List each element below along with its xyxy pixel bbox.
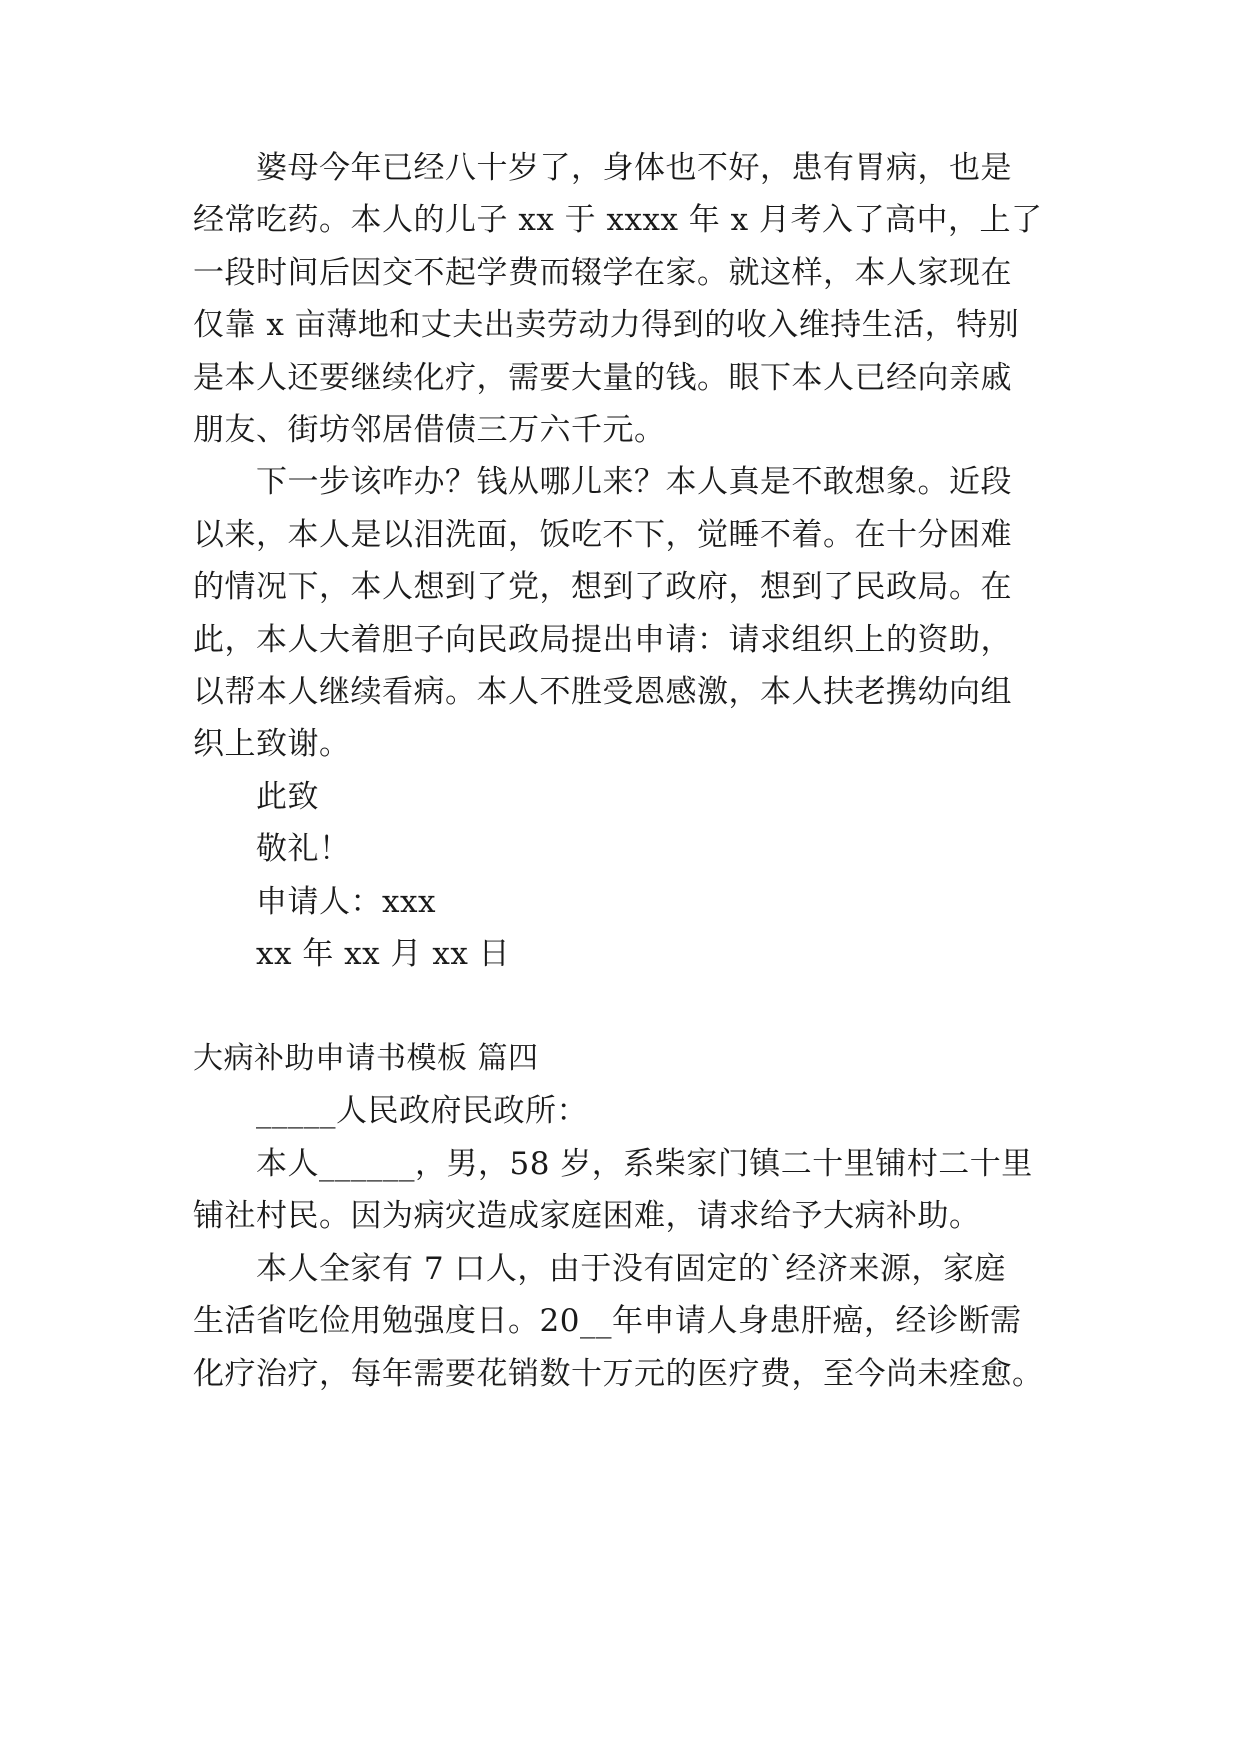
text-line: 是本人还要继续化疗，需要大量的钱。眼下本人已经向亲戚 [193, 360, 1012, 396]
text-line: 以来，本人是以泪洗面，饭吃不下，觉睡不着。在十分困难 [193, 517, 1012, 553]
text-line: 化疗治疗，每年需要花销数十万元的医疗费，至今尚未痊愈。 [193, 1356, 1044, 1392]
signature-date: xx 年 xx 月 xx 日 [256, 936, 511, 972]
applicant-signature: 申请人：xxx [256, 884, 436, 920]
text-line: 仅靠 x 亩薄地和丈夫出卖劳动力得到的收入维持生活，特别 [193, 307, 1020, 343]
text-line: 织上致谢。 [193, 726, 351, 762]
text-line: 本人全家有 7 口人，由于没有固定的`经济来源，家庭 [256, 1251, 1006, 1287]
section-title: 大病补助申请书模板 篇四 [193, 1041, 539, 1076]
text-line: 生活省吃俭用勉强度日。20__年申请人身患肝癌，经诊断需 [193, 1303, 1022, 1339]
text-line: 朋友、街坊邻居借债三万六千元。 [193, 412, 666, 448]
text-line: 经常吃药。本人的儿子 xx 于 xxxx 年 x 月考入了高中，上了 [193, 202, 1043, 238]
text-line: 一段时间后因交不起学费而辍学在家。就这样，本人家现在 [193, 255, 1012, 291]
closing-salutation: 此致 [256, 779, 319, 815]
closing-regards: 敬礼！ [256, 831, 351, 867]
addressee: _____人民政府民政所： [256, 1093, 588, 1129]
text-line: 铺社村民。因为病灾造成家庭困难，请求给予大病补助。 [193, 1198, 981, 1234]
text-line: 婆母今年已经八十岁了，身体也不好，患有胃病，也是 [256, 150, 1012, 186]
text-line: 下一步该咋办？钱从哪儿来？本人真是不敢想象。近段 [256, 464, 1012, 500]
text-line: 的情况下，本人想到了党，想到了政府，想到了民政局。在 [193, 569, 1012, 605]
text-line: 本人______，男，58 岁，系柴家门镇二十里铺村二十里 [256, 1146, 1033, 1182]
text-line: 此，本人大着胆子向民政局提出申请：请求组织上的资助， [193, 622, 1012, 658]
text-line: 以帮本人继续看病。本人不胜受恩感激，本人扶老携幼向组 [193, 674, 1012, 710]
